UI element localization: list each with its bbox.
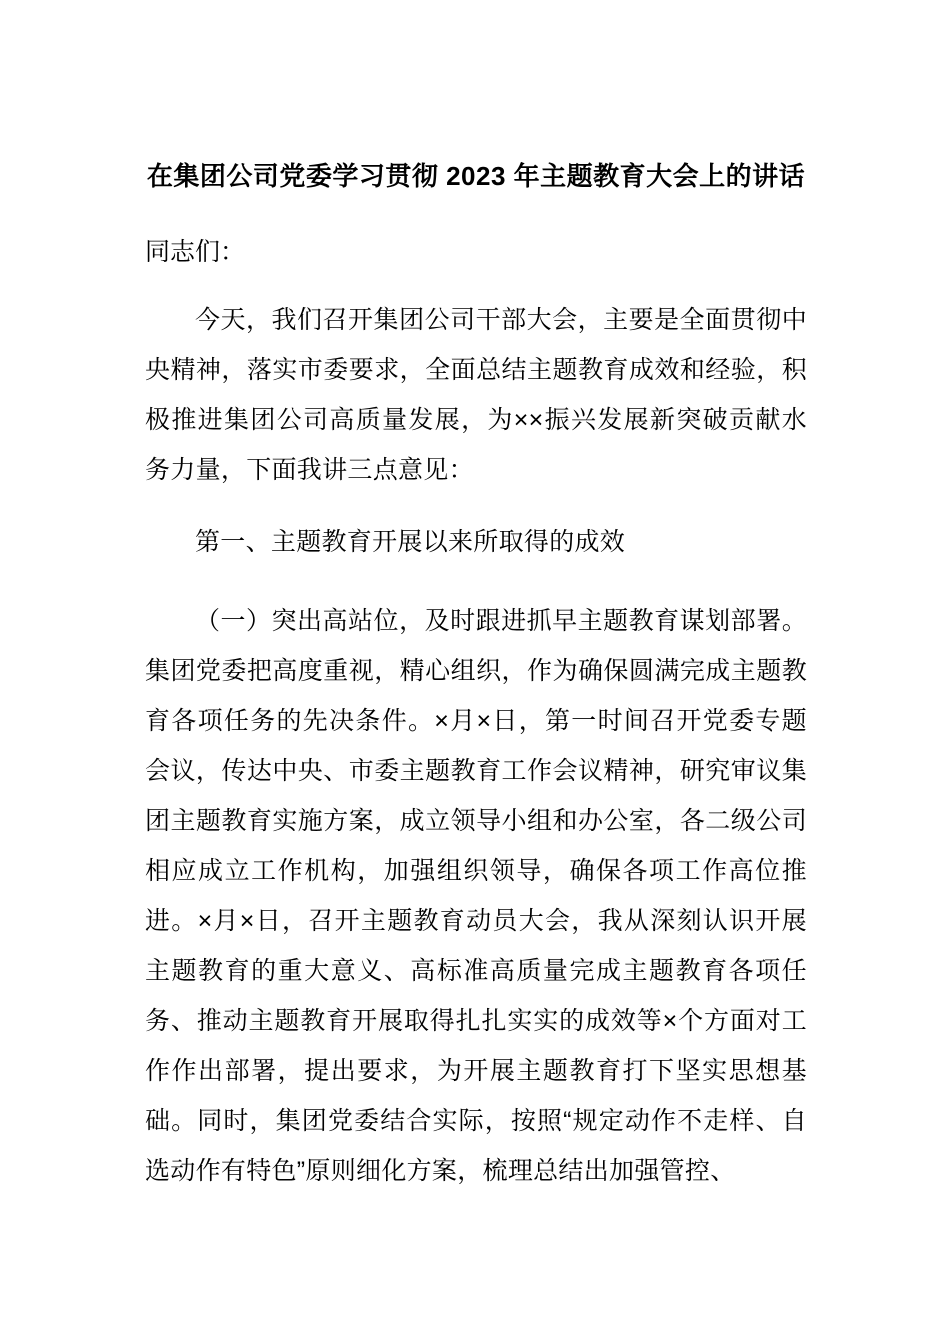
document-content [145, 0, 807, 1196]
salutation: 同志们： [145, 238, 246, 266]
paragraph-intro: 今天，我们召开集团公司干部大会，主要是全面贯彻中央精神，落实市委要求，全面总结主题教育成效和经验，积极推进集团公司高质量发展，为××振兴发展新突破贡献水务力量，下面我讲三点意见： [145, 306, 807, 484]
section-heading-1: 第一、主题教育开展以来所取得的成效 [195, 528, 626, 556]
document-title: 在集团公司党委学习贯彻 2023 年主题教育大会上的讲话 [146, 161, 806, 191]
paragraph-section1: （一）突出高站位，及时跟进抓早主题教育谋划部署。集团党委把高度重视，精心组织，作为确保圆满完成主题教育各项任务的先决条件。×月×日，第一时间召开党委专题会议，传达中央、市委主题教育工作会议精神，研究审议集团主题教育实施方案，成立领导小组和办公室，各二级公司相应成立工作机构，加强组织领导，确保各项工作高位推进。×月×日，召开主题教育动员大会，我从深刻认识开展主题教育的重大意义、高标准高质量完成主题教育各项任务、推动主题教育开展取得扎扎实实的成效等×个方面对工作作出部署，提出要求，为开展主题教育打下坚实思想基础。同时，集团党委结合实际，按照“规定动作不走样、自选动作有特色”原则细化方案，梳理总结出加强管控、 [145, 607, 807, 1185]
